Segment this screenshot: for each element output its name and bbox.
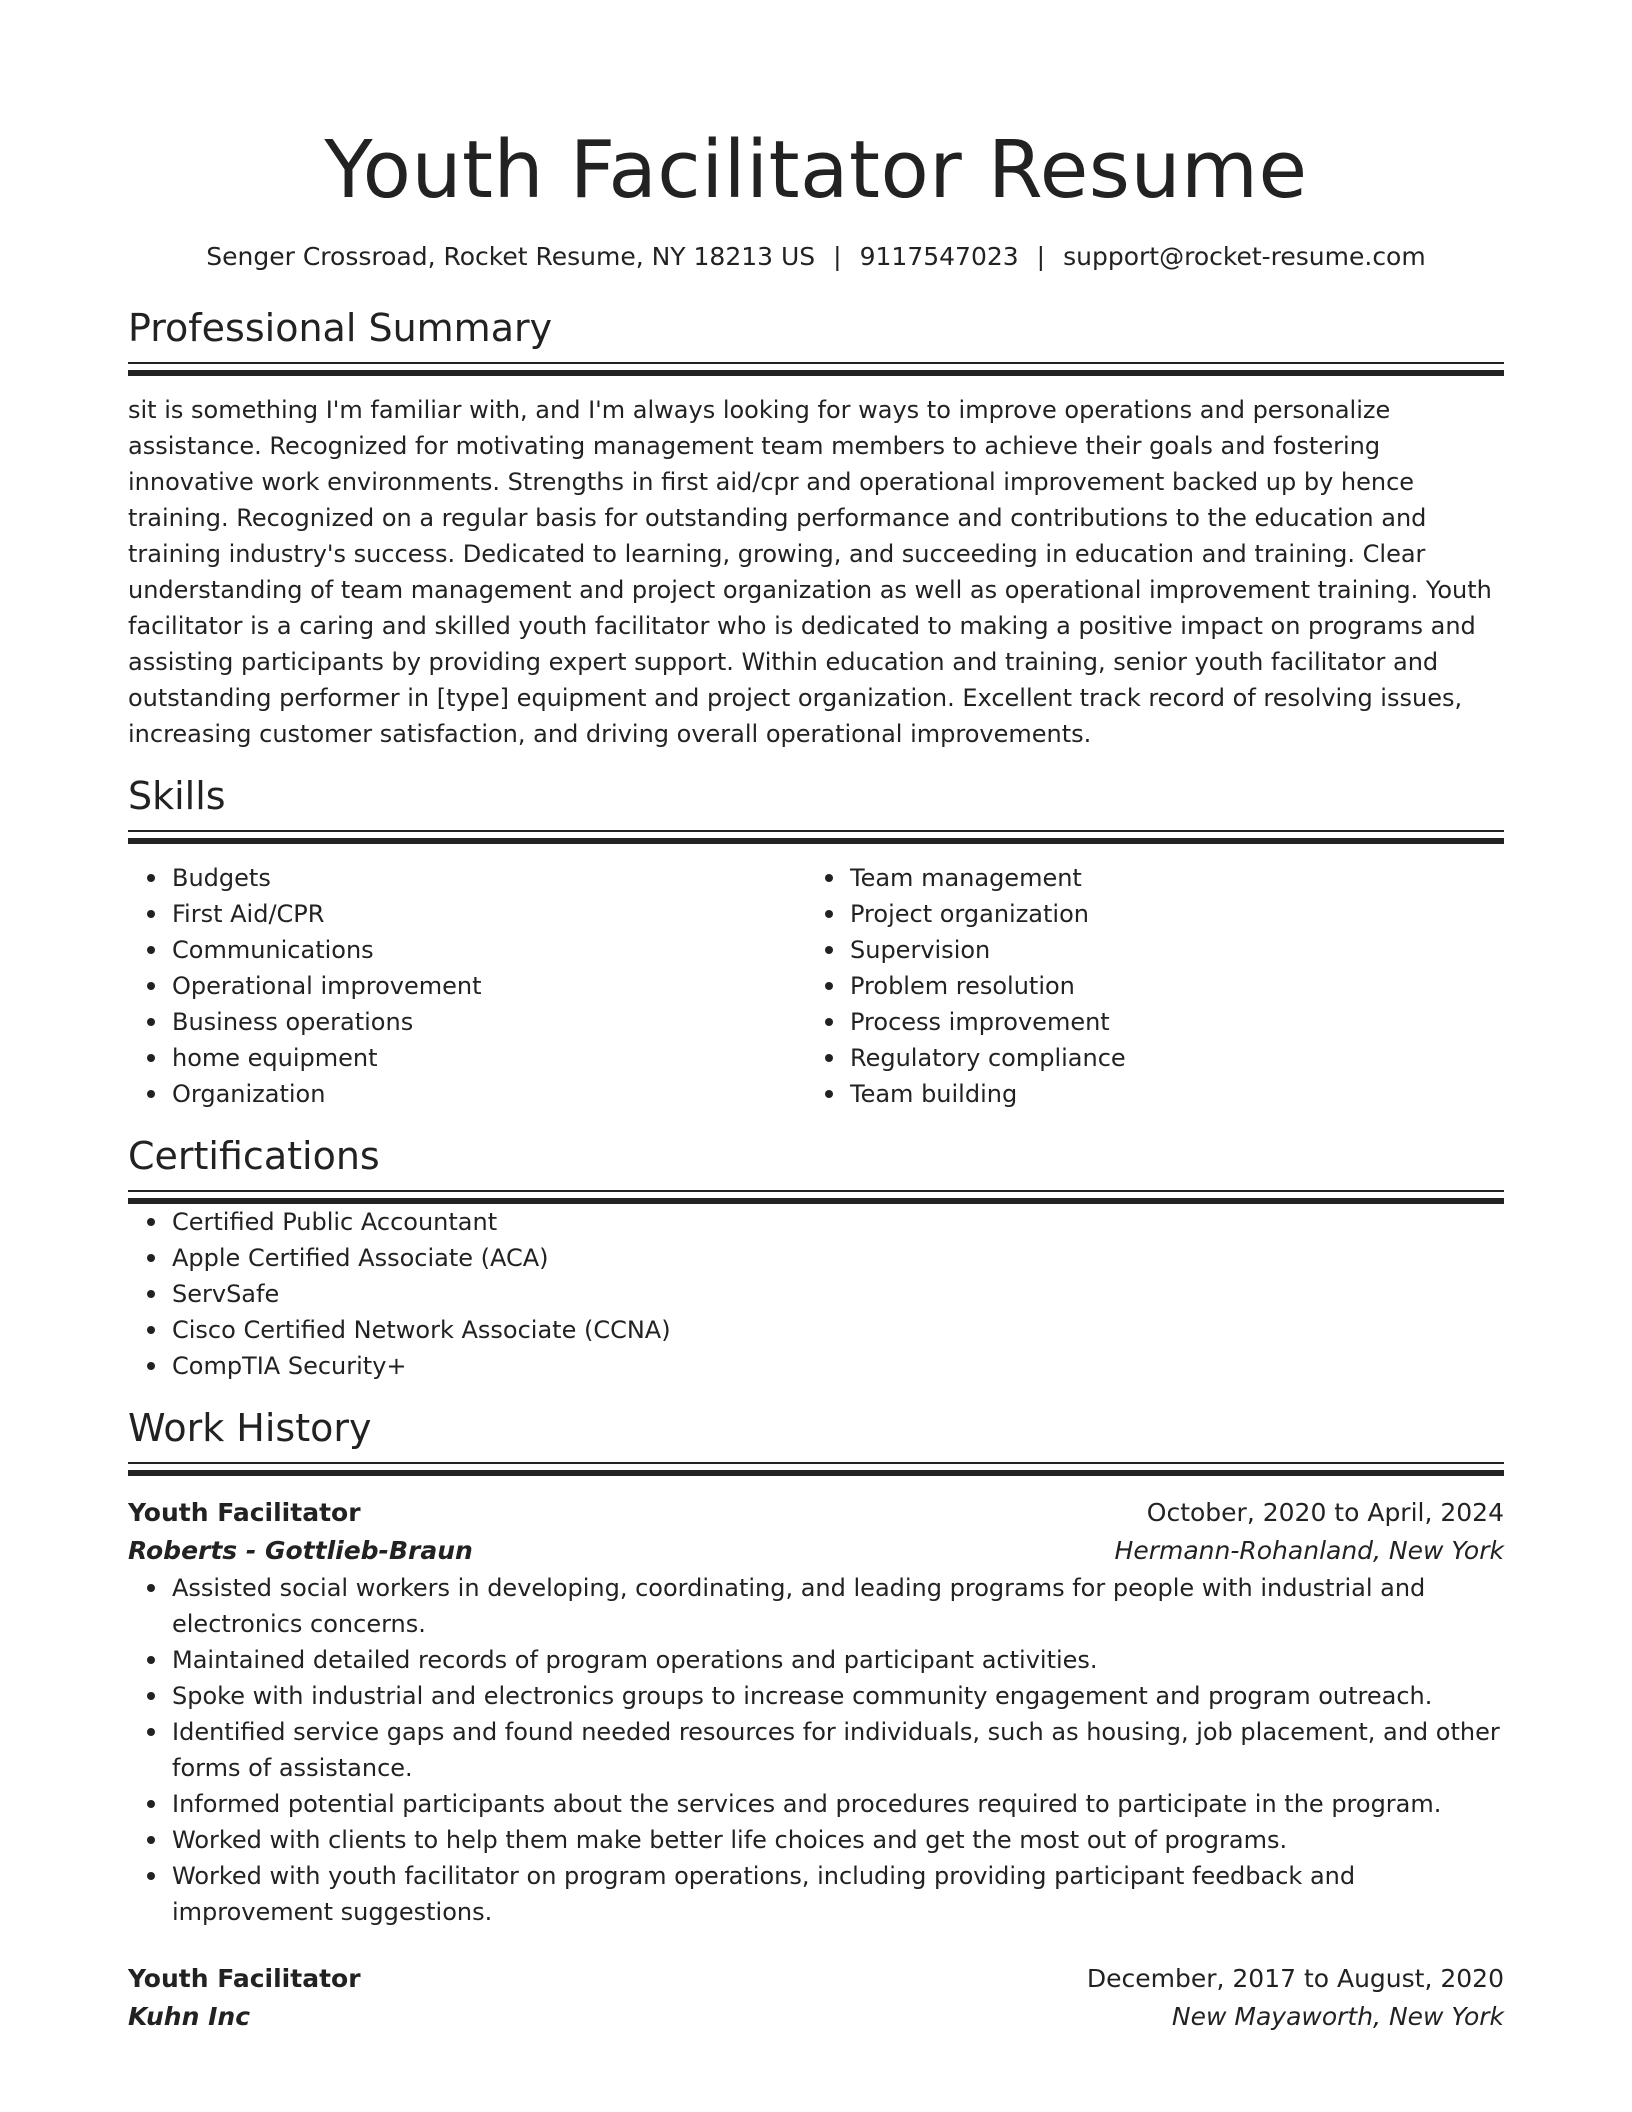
list-item: Certified Public Accountant [172,1204,1504,1240]
summary-section [128,302,1504,752]
job-title: Youth Facilitator [128,1498,361,1527]
list-item: First Aid/CPR [172,896,806,932]
job-header-row [128,1960,1504,1998]
list-item: Assisted social workers in developing, coordinating, and leading programs for people with industrial and electronics concerns. [172,1570,1504,1642]
job-location: New Mayaworth, New York [1171,2002,1504,2031]
list-item: ServSafe [172,1276,1504,1312]
job-entry [128,1960,1504,2036]
section-divider [128,362,1504,364]
list-item: Project organization [850,896,1484,932]
job-title: Youth Facilitator [128,1964,361,1993]
list-item: home equipment [172,1040,806,1076]
list-item: Apple Certified Associate (ACA) [172,1240,1504,1276]
section-divider-thick [128,1470,1504,1476]
job-header-row [128,1494,1504,1532]
certifications-list [128,1204,1504,1384]
skills-list-left [128,860,806,1112]
list-item: Supervision [850,932,1484,968]
list-item: Maintained detailed records of program operations and participant activities. [172,1642,1504,1678]
contact-line [128,240,1504,274]
list-item: Budgets [172,860,806,896]
section-divider-thick [128,370,1504,376]
list-item: Organization [172,1076,806,1112]
contact-separator: | [1036,242,1046,271]
contact-separator: | [833,242,842,271]
list-item: Identified service gaps and found needed resources for individuals, such as housing, job placement, and other forms of assistance. [172,1714,1504,1786]
job-entry [128,1494,1504,1930]
skills-column-left [128,860,806,1112]
page-title: Youth Facilitator Resume [324,124,1308,216]
section-divider [128,830,1504,832]
job-dates: December, 2017 to August, 2020 [1086,1964,1504,1993]
list-item: Worked with clients to help them make better life choices and get the most out of programs. [172,1822,1504,1858]
certifications-heading: Certifications [128,1134,380,1178]
work-history-heading: Work History [128,1406,372,1450]
skills-grid [128,860,1504,1112]
resume-page [128,0,1504,2036]
job-subheader-row [128,1998,1504,2036]
list-item: Informed potential participants about the services and procedures required to participate in the program. [172,1786,1504,1822]
job-location: Hermann-Rohanland, New York [1114,1536,1504,1565]
summary-text: sit is something I'm familiar with, and I'm always looking for ways to improve operations and personalize assistance. Recognized for motivating management team members to achieve their goals and fostering innovative work environments. Strengths in first aid/cpr and operational improvement backed up by hence training. Recognized on a regular basis for outstanding performance and contributions to the education and training industry's success. Dedicated to learning, growing, and succeeding in education and training. Clear understanding of team management and project organization as well as operational improvement training. Youth facilitator is a caring and skilled youth facilitator who is dedicated to making a positive impact on programs and assisting participants by providing expert support. Within education and training, senior youth facilitator and outstanding performer in [type] equipment and project organization. Excellent track record of resolving issues, increasing customer satisfaction, and driving overall operational improvements. [128,396,1492,748]
job-dates: October, 2020 to April, 2024 [1146,1498,1504,1527]
work-history-section [128,1402,1504,2036]
skills-section [128,770,1504,1112]
list-item: Communications [172,932,806,968]
list-item: Business operations [172,1004,806,1040]
skills-heading: Skills [128,774,226,818]
list-item: Team building [850,1076,1484,1112]
certifications-section [128,1130,1504,1384]
job-bullet-list [128,1570,1504,1930]
list-item: CompTIA Security+ [172,1348,1504,1384]
job-company: Kuhn Inc [128,2002,251,2031]
job-company: Roberts - Gottlieb-Braun [128,1536,473,1565]
list-item: Problem resolution [850,968,1484,1004]
list-item: Cisco Certified Network Associate (CCNA) [172,1312,1504,1348]
list-item: Team management [850,860,1484,896]
list-item: Operational improvement [172,968,806,1004]
contact-phone: 9117547023 [859,242,1019,271]
contact-address: Senger Crossroad, Rocket Resume, NY 18213 US [206,242,816,271]
section-divider [128,1462,1504,1464]
contact-email: support@rocket-resume.com [1063,242,1426,271]
skills-column-right [806,860,1484,1112]
skills-list-right [806,860,1484,1112]
summary-heading: Professional Summary [128,306,553,350]
section-divider [128,1190,1504,1192]
job-subheader-row [128,1532,1504,1570]
list-item: Worked with youth facilitator on program operations, including providing participant feedback and improvement suggestions. [172,1858,1504,1930]
list-item: Process improvement [850,1004,1484,1040]
section-divider-thick [128,838,1504,844]
list-item: Spoke with industrial and electronics groups to increase community engagement and program outreach. [172,1678,1504,1714]
list-item: Regulatory compliance [850,1040,1484,1076]
